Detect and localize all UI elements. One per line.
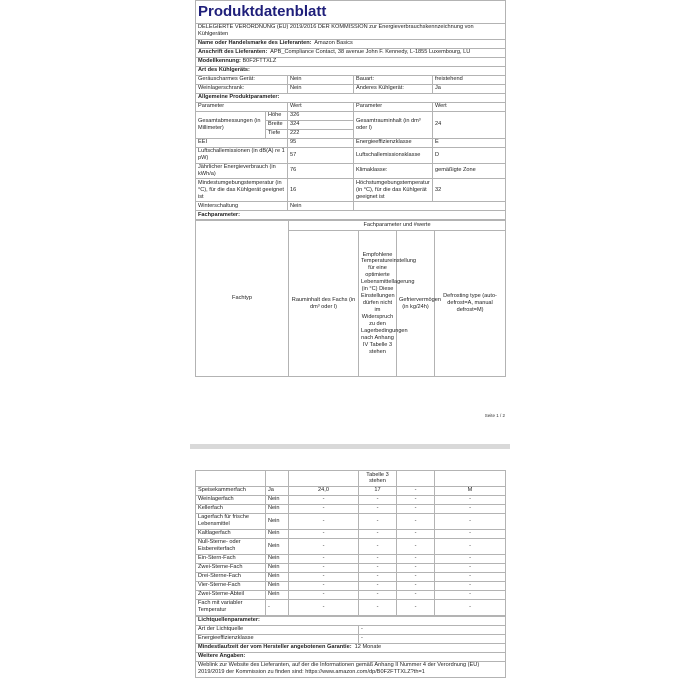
compartment-volume: - bbox=[289, 563, 359, 572]
compartment-present: Nein bbox=[266, 538, 289, 554]
compartment-row bbox=[196, 538, 506, 554]
compartment-freeze: - bbox=[397, 495, 435, 504]
depth-value: 222 bbox=[288, 129, 354, 138]
continued-header-row bbox=[196, 471, 506, 487]
compartment-row bbox=[196, 581, 506, 590]
compartment-name: Weinlagerfach bbox=[196, 495, 266, 504]
compartment-params-heading: Fachparameter: bbox=[196, 211, 506, 220]
compartment-name: Fach mit variabler Temperatur bbox=[196, 599, 266, 615]
energy-class-label: Energieeffizienzklasse bbox=[354, 138, 433, 147]
compartment-defrost: - bbox=[435, 572, 506, 581]
compartment-present: Nein bbox=[266, 572, 289, 581]
climate-class-label: Klimaklasse: bbox=[354, 163, 433, 179]
compartment-volume: - bbox=[289, 504, 359, 513]
compartment-name: Kaltlagerfach bbox=[196, 529, 266, 538]
page-title: Produktdatenblatt bbox=[196, 1, 506, 24]
compartment-temp: 17 bbox=[359, 486, 397, 495]
compartment-defrost: - bbox=[435, 529, 506, 538]
compartment-name: Lagerfach für frische Lebensmittel bbox=[196, 513, 266, 529]
compartment-defrost: - bbox=[435, 599, 506, 615]
winter-setting-value: Nein bbox=[288, 202, 354, 211]
model-label: Modellkennung: bbox=[198, 58, 241, 65]
regulation-text: DELEGIERTE VERORDNUNG (EU) 2019/2016 DER KOMMISSION zur Energieverbrauchskennzeichnung von Kühlgeräten bbox=[196, 23, 506, 39]
compartment-present: Nein bbox=[266, 581, 289, 590]
compartment-temp: - bbox=[359, 581, 397, 590]
compartment-freeze: - bbox=[397, 590, 435, 599]
compartment-name: Vier-Sterne-Fach bbox=[196, 581, 266, 590]
compartment-present: Ja bbox=[266, 486, 289, 495]
empty-cell bbox=[196, 471, 266, 487]
page-number: Seite 1 / 2 bbox=[484, 413, 505, 418]
compartment-volume: - bbox=[289, 513, 359, 529]
compartment-freeze: - bbox=[397, 529, 435, 538]
col-recommended-temp: Empfohlene Temperatureinstellung für eine optimierte Lebensmittellagerung (in °C) Diese Einstellungen dürfen nicht im Widerspruch zu den Lagerbedingungen nach Anhang IV Tabelle 3 stehen bbox=[359, 231, 397, 377]
other-appliance-label: Anderes Kühlgerät: bbox=[354, 84, 433, 93]
col-value-left: Wert bbox=[288, 102, 354, 111]
compartment-row bbox=[196, 599, 506, 615]
dimensions-label: Gesamtabmessungen (in Millimeter) bbox=[196, 111, 266, 138]
datasheet-table-1 bbox=[195, 0, 506, 220]
compartment-row bbox=[196, 563, 506, 572]
datasheet-page-2 bbox=[195, 470, 505, 700]
compartment-temp: - bbox=[359, 554, 397, 563]
compartment-name: Kellerfach bbox=[196, 504, 266, 513]
compartment-volume: - bbox=[289, 554, 359, 563]
compartment-freeze: - bbox=[397, 599, 435, 615]
light-type-value: - bbox=[359, 625, 506, 634]
compartment-temp: - bbox=[359, 538, 397, 554]
wine-cabinet-value: Nein bbox=[288, 84, 354, 93]
col-defrost-type: Defrosting type (auto-defrost=A, manual defrost=M) bbox=[435, 231, 506, 377]
warranty-value: 12 Monate bbox=[354, 644, 382, 651]
light-type-label: Art der Lichtquelle bbox=[196, 625, 359, 634]
design-label: Bauart: bbox=[354, 75, 433, 84]
compartment-temp: - bbox=[359, 572, 397, 581]
compartment-row bbox=[196, 554, 506, 563]
min-temp-label: Mindestumgebungstemperatur (in °C), für die das Kühlgerät geeignet ist bbox=[196, 179, 288, 202]
compartment-volume: - bbox=[289, 495, 359, 504]
light-warranty-table bbox=[195, 616, 506, 678]
max-temp-label: Höchstumgebungstemperatur (in °C), für die das Kühlgerät geeignet ist bbox=[354, 179, 433, 202]
compartment-temp: - bbox=[359, 590, 397, 599]
other-appliance-value: Ja bbox=[433, 84, 506, 93]
compartment-defrost: M bbox=[435, 486, 506, 495]
max-temp-value: 32 bbox=[433, 179, 506, 202]
compartment-volume: - bbox=[289, 581, 359, 590]
compartment-temp: - bbox=[359, 563, 397, 572]
compartment-volume: - bbox=[289, 590, 359, 599]
annual-consumption-label: Jährlicher Energieverbrauch (in kWh/a) bbox=[196, 163, 288, 179]
compartment-freeze: - bbox=[397, 486, 435, 495]
compartment-freeze: - bbox=[397, 513, 435, 529]
noise-value: 57 bbox=[288, 147, 354, 163]
climate-class-value: gemäßigte Zone bbox=[433, 163, 506, 179]
compartment-freeze: - bbox=[397, 563, 435, 572]
datasheet-page-1 bbox=[195, 0, 505, 428]
col-parameter-right: Parameter bbox=[354, 102, 433, 111]
compartment-freeze: - bbox=[397, 504, 435, 513]
light-class-value: - bbox=[359, 634, 506, 643]
supplier-address-row bbox=[196, 48, 506, 57]
compartment-row bbox=[196, 529, 506, 538]
compartment-temp: - bbox=[359, 504, 397, 513]
wine-cabinet-label: Weinlagerschrank: bbox=[196, 84, 288, 93]
supplier-name-row bbox=[196, 39, 506, 48]
noise-class-value: D bbox=[433, 147, 506, 163]
compartment-defrost: - bbox=[435, 538, 506, 554]
winter-setting-label: Winterschaltung bbox=[196, 202, 288, 211]
compartment-freeze: - bbox=[397, 581, 435, 590]
further-info-heading: Weitere Angaben: bbox=[196, 652, 506, 661]
noise-label: Luftschallemissionen (in dB(A) re 1 pW) bbox=[196, 147, 288, 163]
height-label: Höhe bbox=[266, 111, 288, 120]
compartment-group-header: Fachparameter und #werte bbox=[289, 221, 506, 231]
annual-consumption-value: 76 bbox=[288, 163, 354, 179]
compartment-temp: - bbox=[359, 513, 397, 529]
depth-label: Tiefe bbox=[266, 129, 288, 138]
compartment-temp: - bbox=[359, 529, 397, 538]
compartment-volume: - bbox=[289, 599, 359, 615]
col-parameter-left: Parameter bbox=[196, 102, 288, 111]
total-volume-value: 24 bbox=[433, 111, 506, 138]
compartment-defrost: - bbox=[435, 554, 506, 563]
compartment-name: Null-Sterne- oder Eisbereiterfach bbox=[196, 538, 266, 554]
appliance-type-heading: Art des Kühlgeräts: bbox=[196, 66, 506, 75]
min-temp-value: 16 bbox=[288, 179, 354, 202]
compartment-name: Ein-Stern-Fach bbox=[196, 554, 266, 563]
design-value: freistehend bbox=[433, 75, 506, 84]
compartment-present: Nein bbox=[266, 563, 289, 572]
compartment-defrost: - bbox=[435, 504, 506, 513]
empty-cell bbox=[435, 471, 506, 487]
eei-value: 95 bbox=[288, 138, 354, 147]
empty-cell bbox=[397, 471, 435, 487]
empty-cell bbox=[289, 471, 359, 487]
col-freezing-capacity: Gefriervermögen (in kg/24h) bbox=[397, 231, 435, 377]
compartment-name: Speisekammerfach bbox=[196, 486, 266, 495]
compartment-defrost: - bbox=[435, 581, 506, 590]
compartment-row bbox=[196, 486, 506, 495]
eei-label: EEI bbox=[196, 138, 288, 147]
compartment-freeze: - bbox=[397, 554, 435, 563]
model-row bbox=[196, 57, 506, 66]
energy-class-value: E bbox=[433, 138, 506, 147]
compartment-volume: - bbox=[289, 538, 359, 554]
compartment-rows-table bbox=[195, 470, 506, 616]
col-compartment-volume: Rauminhalt des Fachs (in dm³ oder l) bbox=[289, 231, 359, 377]
compartment-row bbox=[196, 495, 506, 504]
width-value: 324 bbox=[288, 120, 354, 129]
compartment-present: Nein bbox=[266, 495, 289, 504]
supplier-address-label: Anschrift des Lieferanten: bbox=[198, 49, 268, 56]
col-value-right: Wert bbox=[433, 102, 506, 111]
compartment-temp: - bbox=[359, 599, 397, 615]
warranty-row bbox=[196, 643, 506, 652]
supplier-name-label: Name oder Handelsmarke des Lieferanten: bbox=[198, 40, 312, 47]
compartment-defrost: - bbox=[435, 513, 506, 529]
weblink-text: Weblink zur Website des Lieferanten, auf der die Informationen gemäß Anhang II Nummer 4 der Verordnung (EU) 2019/2019 der Kommission zu finden sind: https://www.amazon.com/dp/B0F2FTTXLZ?th=1 bbox=[196, 661, 506, 677]
compartment-present: Nein bbox=[266, 513, 289, 529]
compartment-row bbox=[196, 572, 506, 581]
model-value: B0F2FTTXLZ bbox=[242, 58, 277, 65]
compartment-freeze: - bbox=[397, 538, 435, 554]
compartment-volume: - bbox=[289, 572, 359, 581]
compartment-defrost: - bbox=[435, 590, 506, 599]
compartment-freeze: - bbox=[397, 572, 435, 581]
light-source-heading: Lichtquellenparameter: bbox=[196, 616, 506, 625]
col-compartment-type: Fachtyp bbox=[196, 221, 289, 377]
width-label: Breite bbox=[266, 120, 288, 129]
temp-header-continued: Tabelle 3 stehen bbox=[359, 471, 397, 487]
compartment-volume: - bbox=[289, 529, 359, 538]
compartment-header-table bbox=[195, 220, 506, 377]
general-params-heading: Allgemeine Produktparameter: bbox=[196, 93, 506, 102]
compartment-temp: - bbox=[359, 495, 397, 504]
compartment-row bbox=[196, 504, 506, 513]
supplier-address-value: APB_Compliance Contact, 38 avenue John F. Kennedy, L-1855 Luxembourg, LU bbox=[270, 49, 471, 56]
compartment-volume: 24,0 bbox=[289, 486, 359, 495]
compartment-name: Zwei-Sterne-Abteil bbox=[196, 590, 266, 599]
light-class-label: Energieeffizienzklasse bbox=[196, 634, 359, 643]
compartment-present: Nein bbox=[266, 590, 289, 599]
total-volume-label: Gesamtrauminhalt (in dm³ oder l) bbox=[354, 111, 433, 138]
compartment-defrost: - bbox=[435, 563, 506, 572]
empty-cell bbox=[354, 202, 506, 211]
empty-cell bbox=[266, 471, 289, 487]
compartment-name: Drei-Sterne-Fach bbox=[196, 572, 266, 581]
compartment-row bbox=[196, 513, 506, 529]
page-separator bbox=[190, 444, 510, 449]
compartment-present: Nein bbox=[266, 554, 289, 563]
supplier-name-value: Amazon Basics bbox=[314, 40, 353, 47]
compartment-present: - bbox=[266, 599, 289, 615]
low-noise-label: Geräuscharmes Gerät: bbox=[196, 75, 288, 84]
height-value: 326 bbox=[288, 111, 354, 120]
compartment-present: Nein bbox=[266, 504, 289, 513]
noise-class-label: Luftschallemissionsklasse bbox=[354, 147, 433, 163]
warranty-label: Mindestlaufzeit der vom Hersteller angebotenen Garantie: bbox=[198, 644, 352, 651]
compartment-name: Zwei-Sterne-Fach bbox=[196, 563, 266, 572]
low-noise-value: Nein bbox=[288, 75, 354, 84]
compartment-row bbox=[196, 590, 506, 599]
compartment-defrost: - bbox=[435, 495, 506, 504]
compartment-present: Nein bbox=[266, 529, 289, 538]
